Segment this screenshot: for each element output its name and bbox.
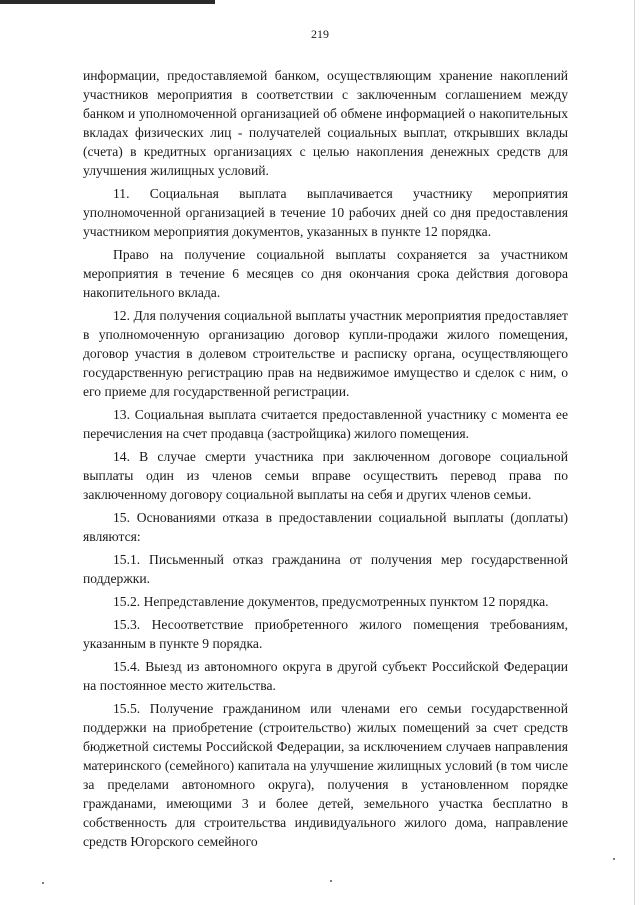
scan-speck [330,880,332,882]
paragraph-item-15-1: 15.1. Письменный отказ гражданина от получения мер государственной поддержки. [83,552,568,586]
scan-right-edge [634,0,635,905]
scan-speck [613,858,615,860]
document-body [83,66,568,855]
paragraph-item-15-2: 15.2. Непредставление документов, предусмотренных пунктом 12 порядка. [113,594,549,609]
scan-top-edge [0,0,215,4]
page-number: 219 [311,27,329,41]
paragraph-item-15-4: 15.4. Выезд из автономного округа в другой субъект Российской Федерации на постоянное место жительства. [83,659,568,693]
paragraph-item-15-3: 15.3. Несоответствие приобретенного жилого помещения требованиям, указанным в пункте 9 порядка. [83,617,568,651]
paragraph-item-12: 12. Для получения социальной выплаты участник мероприятия предоставляет в уполномоченную организацию договор купли-продажи жилого помещения, договор участия в долевом строительстве и расписку органа, осуществляющего государственную регистрацию прав на недвижимое имущество и сделок с ним, о его приеме для государственной регистрации. [83,308,568,399]
paragraph-continuation: информации, предоставляемой банком, осуществляющим хранение накоплений участников мероприятия в соответствии с заключенным соглашением между банком и уполномоченной организацией об обмене информацией о накопительных вкладах физических лиц - получателей социальных выплат, открывших вклады (счета) в кредитных организациях с целью накопления денежных средств для улучшения жилищных условий. [83,68,568,178]
paragraph-item-14: 14. В случае смерти участника при заключенном договоре социальной выплаты один из членов семьи вправе осуществить перевод права по заключенному договору социальной выплаты на себя и других членов семьи. [83,449,568,502]
paragraph-item-15-5: 15.5. Получение гражданином или членами его семьи государственной поддержки на приобретение (строительство) жилых помещений за счет средств бюджетной системы Российской Федерации, за исключением случаев направления материнского (семейного) капитала на улучшение жилищных условий (в том числе за пределами автономного округа), получения в установленном порядке гражданами, имеющими 3 и более детей, земельного участка бесплатно в собственность для строительства индивидуального жилого дома, направление средств Югорского семейного [83,701,568,849]
scan-speck [42,882,44,884]
paragraph-item-13: 13. Социальная выплата считается предоставленной участнику с момента ее перечисления на счет продавца (застройщика) жилого помещения. [83,407,568,441]
paragraph-item-11: 11. Социальная выплата выплачивается участнику мероприятия уполномоченной организацией в течение 10 рабочих дней со дня предоставления участником мероприятия документов, указанных в пункте 12 порядка. [83,186,568,239]
paragraph-item-11-right: Право на получение социальной выплаты сохраняется за участником мероприятия в течение 6 месяцев со дня окончания срока действия договора накопительного вклада. [83,247,568,300]
paragraph-item-15: 15. Основаниями отказа в предоставлении социальной выплаты (доплаты) являются: [83,510,568,544]
